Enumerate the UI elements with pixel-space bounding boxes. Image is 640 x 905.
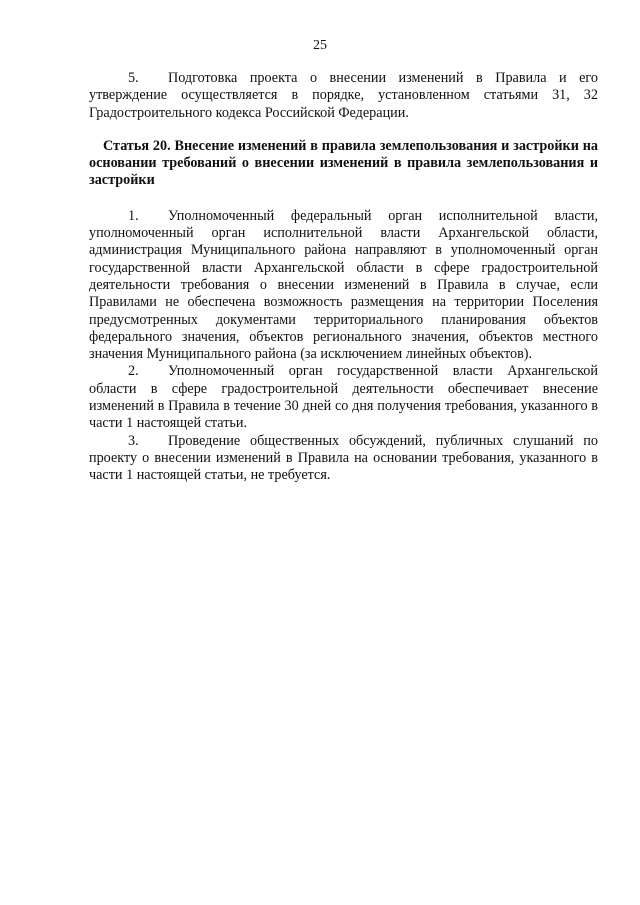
paragraph-text: Подготовка проекта о внесении изменений в Правила и его утверждение осуществляется в порядке, установленном статьями 31, 32 Градостроительного кодекса Российской Федерации.	[89, 70, 598, 121]
paragraph-text: Проведение общественных обсуждений, публичных слушаний по проекту о внесении изменений в Правила на основании требования, указанного в части 1 настоящей статьи, не требуется.	[89, 432, 598, 484]
paragraph-number: 1.	[128, 207, 139, 224]
paragraph-text: Уполномоченный орган государственной власти Архангельской области в сфере градостроительной деятельности обеспечивает внесение изменений в Правила в течение 30 дней со дня получения требования, указанного в части 1 настоящей статьи.	[89, 363, 598, 432]
article-paragraph-3	[89, 433, 598, 485]
paragraph-number: 2.	[128, 363, 139, 380]
article-heading: Статья 20. Внесение изменений в правила землепользования и застройки на основании требований о внесении изменений в правила землепользования и застройки	[89, 137, 598, 189]
paragraph-5	[89, 70, 598, 122]
page-content	[89, 70, 598, 485]
page-number: 25	[313, 38, 327, 53]
article-paragraph-2	[89, 363, 598, 432]
paragraph-text: Уполномоченный федеральный орган исполнительной власти, уполномоченный орган исполнительной власти Архангельской области, администрация Муниципального района направляют в уполномоченный орган государственной власти Архангельской области в сфере градостроительной деятельности требования о внесении изменений в Правила в случае, если Правилами не обеспечена возможность размещения на территории Поселения предусмотренных документами территориального планирования объектов федерального значения, объектов регионального значения, объектов местного значения Муниципального района (за исключением линейных объектов).	[89, 207, 598, 363]
article-paragraph-1	[89, 208, 598, 364]
paragraph-number: 5.	[128, 70, 139, 86]
paragraph-number: 3.	[128, 432, 139, 449]
